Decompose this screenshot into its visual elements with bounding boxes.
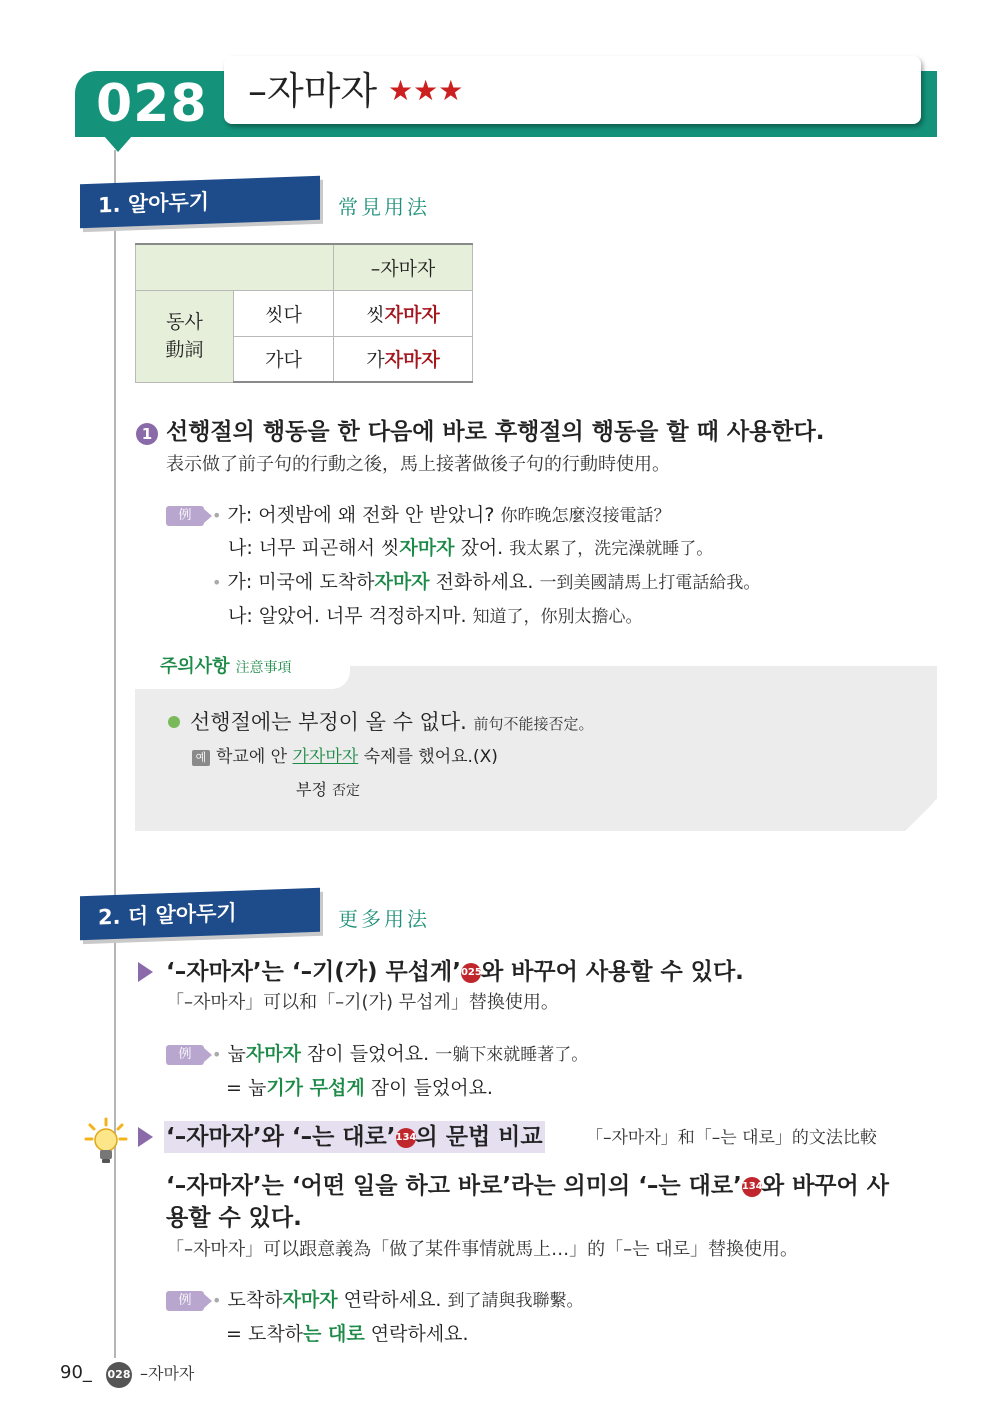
point2-body-zh: 「–자마자」可以跟意義為「做了某件事情就馬上…」的「–는 대로」替換使用。 <box>166 1239 799 1260</box>
example-line <box>212 568 760 597</box>
ref-badge: 134 <box>396 1128 416 1148</box>
example-line <box>228 602 643 631</box>
form-ending: 자마자 <box>384 303 440 326</box>
example-text-end: 연락하세요. <box>364 1323 469 1345</box>
speaker: 가: <box>227 504 253 526</box>
page-number: 90_ <box>60 1362 92 1383</box>
example-line <box>228 534 713 563</box>
example-line <box>212 1040 588 1069</box>
example-text-end: 잤어. <box>454 537 504 559</box>
example-text: 도착하 <box>227 1289 283 1311</box>
table-col-header: –자마자 <box>334 244 473 290</box>
footer-title: –자마자 <box>140 1364 195 1383</box>
example-arrow <box>204 1294 212 1308</box>
margin-rule <box>114 150 116 1358</box>
example-text: 어젯밤에 왜 전화 안 받았니? <box>258 504 495 526</box>
table-form <box>334 290 473 336</box>
row-group-zh: 動詞 <box>165 339 204 361</box>
equals-sign: = <box>226 1323 242 1345</box>
note-negation <box>296 776 360 805</box>
table-base: 가다 <box>234 336 334 382</box>
footer-lesson-badge: 028 <box>106 1362 132 1388</box>
example-text-end: 잠이 들었어요. <box>300 1043 430 1065</box>
example-text: 도착하 <box>247 1323 304 1345</box>
example-highlight: 기가 무섭게 <box>266 1077 365 1099</box>
body-pre: ‘–자마자’는 ‘어떤 일을 하고 바로’라는 의미의 ‘–는 대로’ <box>166 1173 742 1199</box>
speaker: 나: <box>228 537 253 559</box>
note-example <box>216 743 498 771</box>
point1-ko-post: 와 바꾸어 사용할 수 있다. <box>480 959 744 985</box>
example-text-end: 잠이 들었어요. <box>364 1077 493 1099</box>
lightbulb-icon <box>84 1117 128 1167</box>
lesson-number: 028 <box>96 74 208 134</box>
bullet: • <box>212 1291 222 1310</box>
row-group-cell <box>136 290 234 382</box>
form-ending: 자마자 <box>384 349 440 372</box>
form-stem: 가 <box>366 349 385 372</box>
rule-chinese: 表示做了前子句的行動之後，馬上接著做後子句的行動時使用。 <box>166 454 670 475</box>
note-point-zh: 前句不能接否定。 <box>473 715 594 733</box>
speaker: 가: <box>227 571 253 593</box>
note-bullet <box>168 716 180 728</box>
point-arrow <box>138 1127 153 1147</box>
example-arrow <box>204 509 212 523</box>
example-zh: 到了請與我聯繫。 <box>447 1291 584 1311</box>
note-title-ko: 주의사항 <box>160 656 230 677</box>
example-arrow <box>204 1048 212 1062</box>
example-text: 알았어. 너무 걱정하지마. <box>258 605 467 627</box>
difficulty-stars: ★★★ <box>388 74 464 107</box>
section1-banner <box>80 176 320 228</box>
bullet: • <box>212 1045 222 1064</box>
point2-ko-post: 의 문법 비교 <box>415 1124 543 1150</box>
example-text: 눕 <box>247 1077 267 1099</box>
example-highlight: 자마자 <box>282 1289 338 1311</box>
note-example-pre: 학교에 안 <box>216 747 293 767</box>
note-point-ko: 선행절에는 부정이 올 수 없다. <box>190 710 467 734</box>
example-highlight: 자마자 <box>399 537 455 559</box>
bullet: • <box>212 506 222 525</box>
point2-heading <box>164 1121 545 1153</box>
negation-zh: 否定 <box>332 783 361 799</box>
table-corner <box>136 244 334 290</box>
form-stem: 씻 <box>366 303 385 326</box>
example-highlight: 는 대로 <box>303 1323 365 1345</box>
section2-label: 2. 더 알아두기 <box>98 900 237 930</box>
point2-body-line1 <box>166 1170 889 1202</box>
row-group-ko: 동사 <box>166 311 203 333</box>
section1-label: 1. 알아두기 <box>98 189 210 218</box>
section1-sub: 常見用法 <box>338 195 430 219</box>
example-badge: 例 <box>166 1045 204 1065</box>
table-header-row <box>136 244 473 290</box>
point1-heading <box>166 956 744 988</box>
example-zh: 我太累了，洗完澡就睡了。 <box>509 539 714 559</box>
rule-number-badge: 1 <box>136 423 158 445</box>
ref-badge: 134 <box>742 1177 762 1197</box>
note-point <box>190 708 594 738</box>
example-line <box>212 501 670 530</box>
conjugation-table <box>135 243 473 383</box>
body-post: 와 바꾸어 사 <box>761 1173 889 1199</box>
ref-badge: 025 <box>461 963 481 983</box>
example-highlight: 자마자 <box>374 571 430 593</box>
example-badge: 例 <box>166 1291 204 1311</box>
example-zh: 一躺下來就睡著了。 <box>435 1045 589 1065</box>
equals-sign: = <box>226 1077 242 1099</box>
note-example-post: 숙제를 했어요.(X) <box>358 747 498 767</box>
rule-korean: 선행절의 행동을 한 다음에 바로 후행절의 행동을 할 때 사용한다. <box>166 419 825 445</box>
example-line <box>212 1286 584 1315</box>
table-form <box>334 336 473 382</box>
lesson-title: –자마자 <box>248 69 378 113</box>
example-zh: 你昨晚怎麼沒接電話？ <box>500 506 671 526</box>
point2-body-line2: 용할 수 있다. <box>166 1205 302 1231</box>
example-line <box>226 1074 493 1102</box>
example-text-end: 연락하세요. <box>337 1289 442 1311</box>
table-base: 씻다 <box>234 290 334 336</box>
note-title <box>160 654 292 681</box>
point1-ko-pre: ‘–자마자’는 ‘–기(가) 무섭게’ <box>166 959 461 985</box>
example-text: 너무 피곤해서 씻 <box>258 537 400 559</box>
note-example-badge: 예 <box>192 750 210 766</box>
speaker: 나: <box>228 605 253 627</box>
example-text-end: 전화하세요. <box>429 571 534 593</box>
negation-ko: 부정 <box>296 780 327 799</box>
example-highlight: 자마자 <box>245 1043 301 1065</box>
point-arrow <box>138 962 153 982</box>
section2-sub: 更多用法 <box>338 907 430 931</box>
example-line <box>226 1320 469 1348</box>
example-text: 눕 <box>227 1043 246 1065</box>
table-row <box>136 290 473 336</box>
header-pointer <box>104 136 132 152</box>
point1-zh: 「–자마자」可以和「–기(가) 무섭게」替換使用。 <box>166 992 559 1013</box>
example-zh: 一到美國請馬上打電話給我。 <box>539 573 761 593</box>
note-example-highlight: 가자마자 <box>292 747 359 767</box>
example-zh: 知道了，你別太擔心。 <box>472 607 643 627</box>
example-text: 미국에 도착하 <box>258 571 375 593</box>
section2-banner <box>80 888 320 940</box>
point2-zh: 「–자마자」和「–는 대로」的文法比較 <box>586 1128 877 1148</box>
bullet: • <box>212 573 222 592</box>
page-curl <box>905 799 937 831</box>
note-title-zh: 注意事項 <box>235 660 292 676</box>
point2-ko-pre: ‘–자마자’와 ‘–는 대로’ <box>166 1124 396 1150</box>
example-badge: 例 <box>166 506 204 526</box>
